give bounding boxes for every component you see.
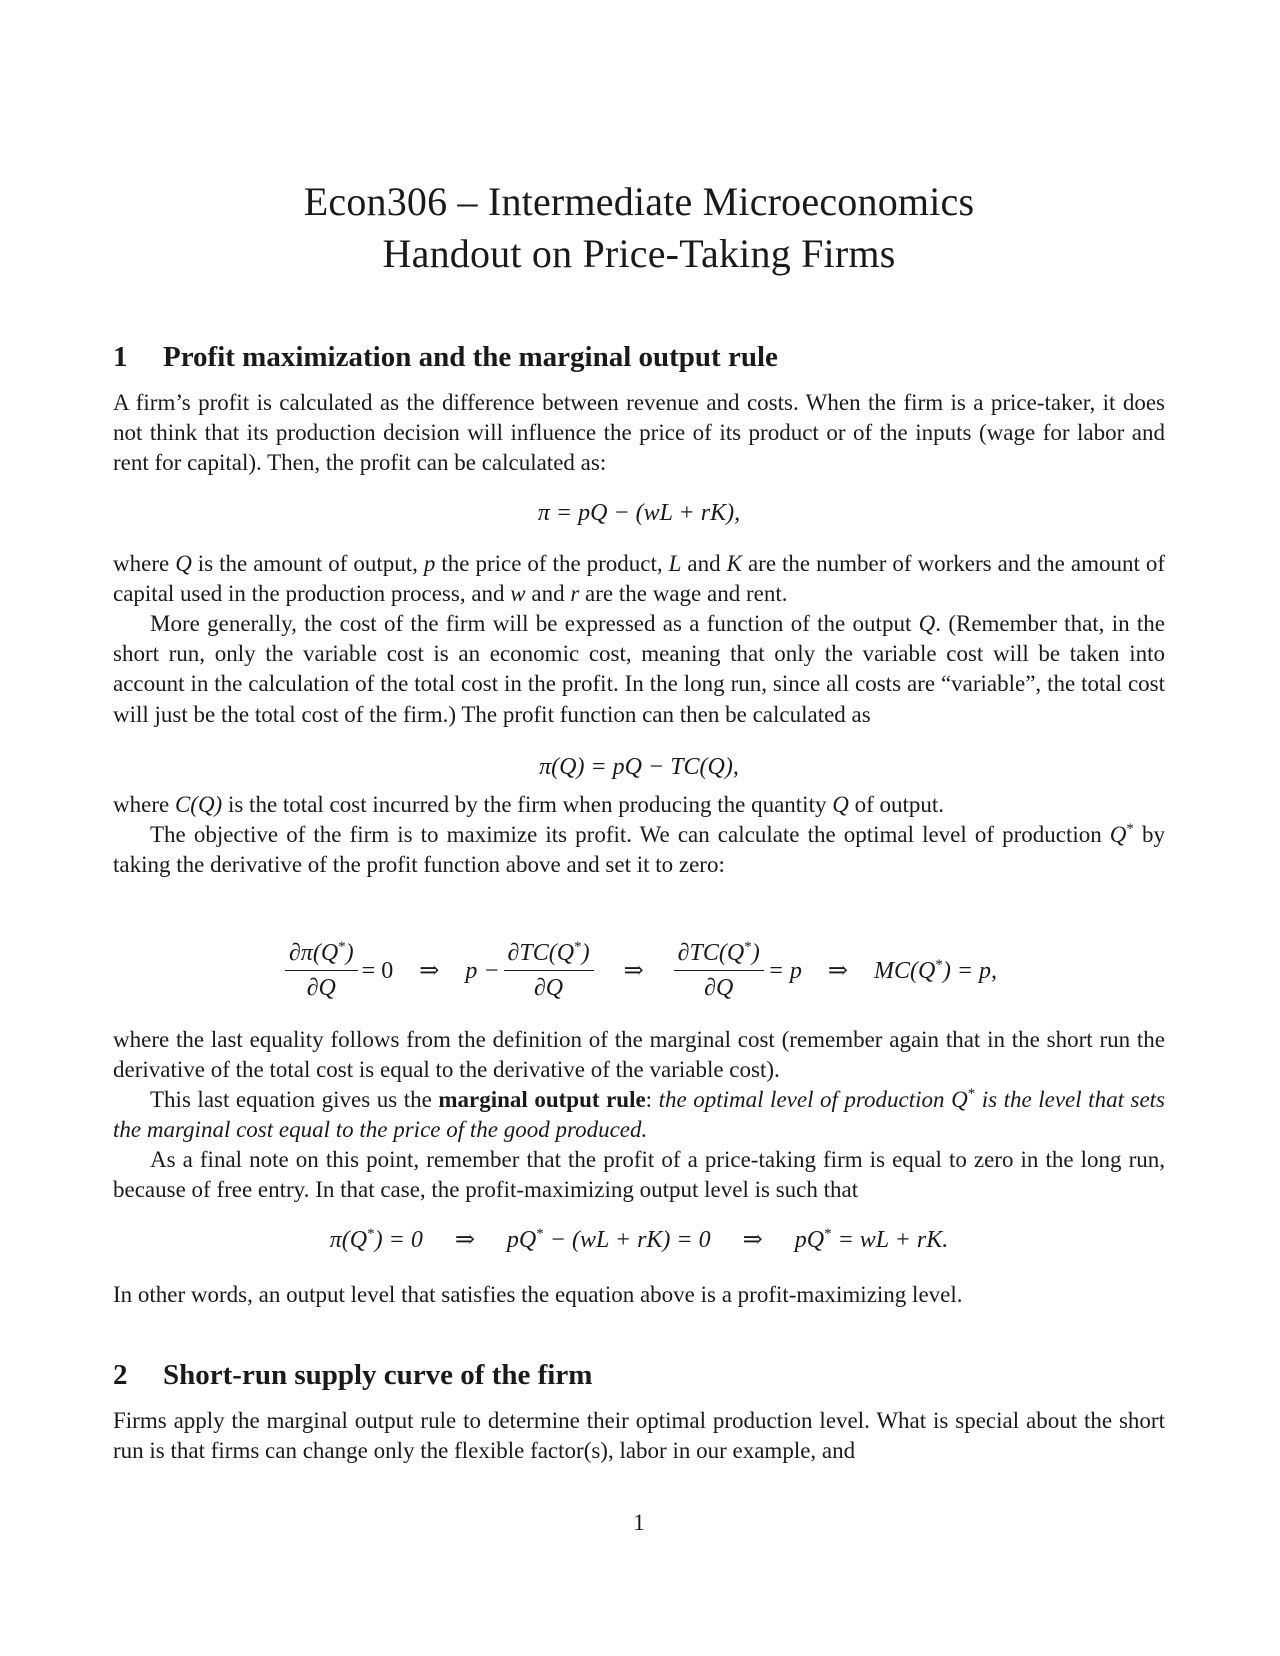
symbol-K: K xyxy=(726,551,742,576)
section-heading-2 xyxy=(113,1358,1165,1392)
section-title: Short-run supply curve of the firm xyxy=(163,1359,593,1391)
page-number: 1 xyxy=(633,1510,645,1535)
paragraph: The objective of the firm is to maximize its profit. We can calculate the optimal level of production Q* by taking the derivative of the profit function above and set it to zero: xyxy=(113,821,1165,878)
paragraph: where Q is the amount of output, p the price of the product, L and K are the number of workers and the amount of capital used in the production process, and w and r are the wage and rent. xyxy=(113,551,1165,607)
symbol-CQ: C(Q) xyxy=(174,792,223,817)
section-title: Profit maximization and the marginal output rule xyxy=(163,341,778,373)
document-title xyxy=(113,176,1165,280)
paragraph: As a final note on this point, remember that the profit of a price-taking firm is equal to zero in the long run, because of free entry. In that case, the profit-maximizing output level is such that xyxy=(113,1147,1165,1203)
symbol-r: r xyxy=(570,581,580,607)
symbol-Q-star: Q xyxy=(1109,822,1127,847)
paragraph: where C(Q) is the total cost incurred by the firm when producing the quantity Q of output. xyxy=(113,792,945,817)
equation-profit-function: π(Q) = pQ − TC(Q), xyxy=(539,754,739,780)
section-number: 2 xyxy=(113,1359,128,1391)
equation-zero-profit: π(Q*) = 0 ⇒ pQ* − (wL + rK) = 0 ⇒ pQ* = wL + rK. xyxy=(329,1226,949,1253)
paragraph: More generally, the cost of the firm will be expressed as a function of the output Q. (Remember that, in the short run, only the variable cost is an economic cost, meaning that only the variable cost will be taken into account in the calculation of the total cost in the profit. In the long run, since all costs are “variable”, the total cost will just be the total cost of the firm.) The profit function can then be calculated as xyxy=(113,611,1165,727)
paragraph: where the last equality follows from the definition of the marginal cost (remember again that in the short run the derivative of the total cost is equal to the derivative of the variable cost). xyxy=(113,1027,1165,1083)
symbol-w: w xyxy=(510,581,526,607)
fraction-dTC-dQ: $\frac{\partial TC(Q^*)}{\partial Q}$ xyxy=(674,938,764,1003)
fraction-dpi-dQ: $\frac{\partial\pi(Q^*)}{\partial Q}$ xyxy=(285,938,358,1003)
symbol-L: L xyxy=(668,551,682,576)
section-number: 1 xyxy=(113,341,128,373)
section-heading-1 xyxy=(113,340,1165,374)
symbol-p: p xyxy=(423,551,436,576)
title-line-2: Handout on Price-Taking Firms xyxy=(382,231,896,276)
equation-first-order-condition: $\frac{\partial\pi(Q^*)}{\partial Q}$ = 0 ⇒ p − $\frac{\partial TC(Q^*)}{\partial Q}$ ⇒ $\frac{\partial TC(Q^*)}{\partial Q}$ = p ⇒ MC(Q*) = p, xyxy=(113,938,1165,1003)
paragraph-marginal-output-rule: This last equation gives us the marginal output rule: the optimal level of production Q* is the level that sets the marginal cost equal to the price of the good produced. xyxy=(113,1086,1165,1143)
paragraph: Firms apply the marginal output rule to determine their optimal production level. What is special about the short run is that firms can change only the flexible factor(s), labor in our example, and xyxy=(113,1408,1165,1464)
symbol-Q: Q xyxy=(918,611,936,636)
paragraph: In other words, an output level that satisfies the equation above is a profit-maximizing level. xyxy=(113,1282,963,1307)
equation-profit: π = pQ − (wL + rK), xyxy=(537,500,741,526)
term-marginal-output-rule: marginal output rule xyxy=(438,1087,646,1112)
symbol-Q: Q xyxy=(832,792,849,817)
fraction-dTC-dQ: $\frac{\partial TC(Q^*)}{\partial Q}$ xyxy=(504,938,594,1003)
title-line-1: Econ306 – Intermediate Microeconomics xyxy=(303,179,975,224)
symbol-Q: Q xyxy=(175,551,192,576)
paragraph: A firm’s profit is calculated as the difference between revenue and costs. When the firm is a price-taker, it does not think that its production decision will influence the price of its product or of the inputs (wage for labor and rent for capital). Then, the profit can be calculated as: xyxy=(113,390,1165,476)
